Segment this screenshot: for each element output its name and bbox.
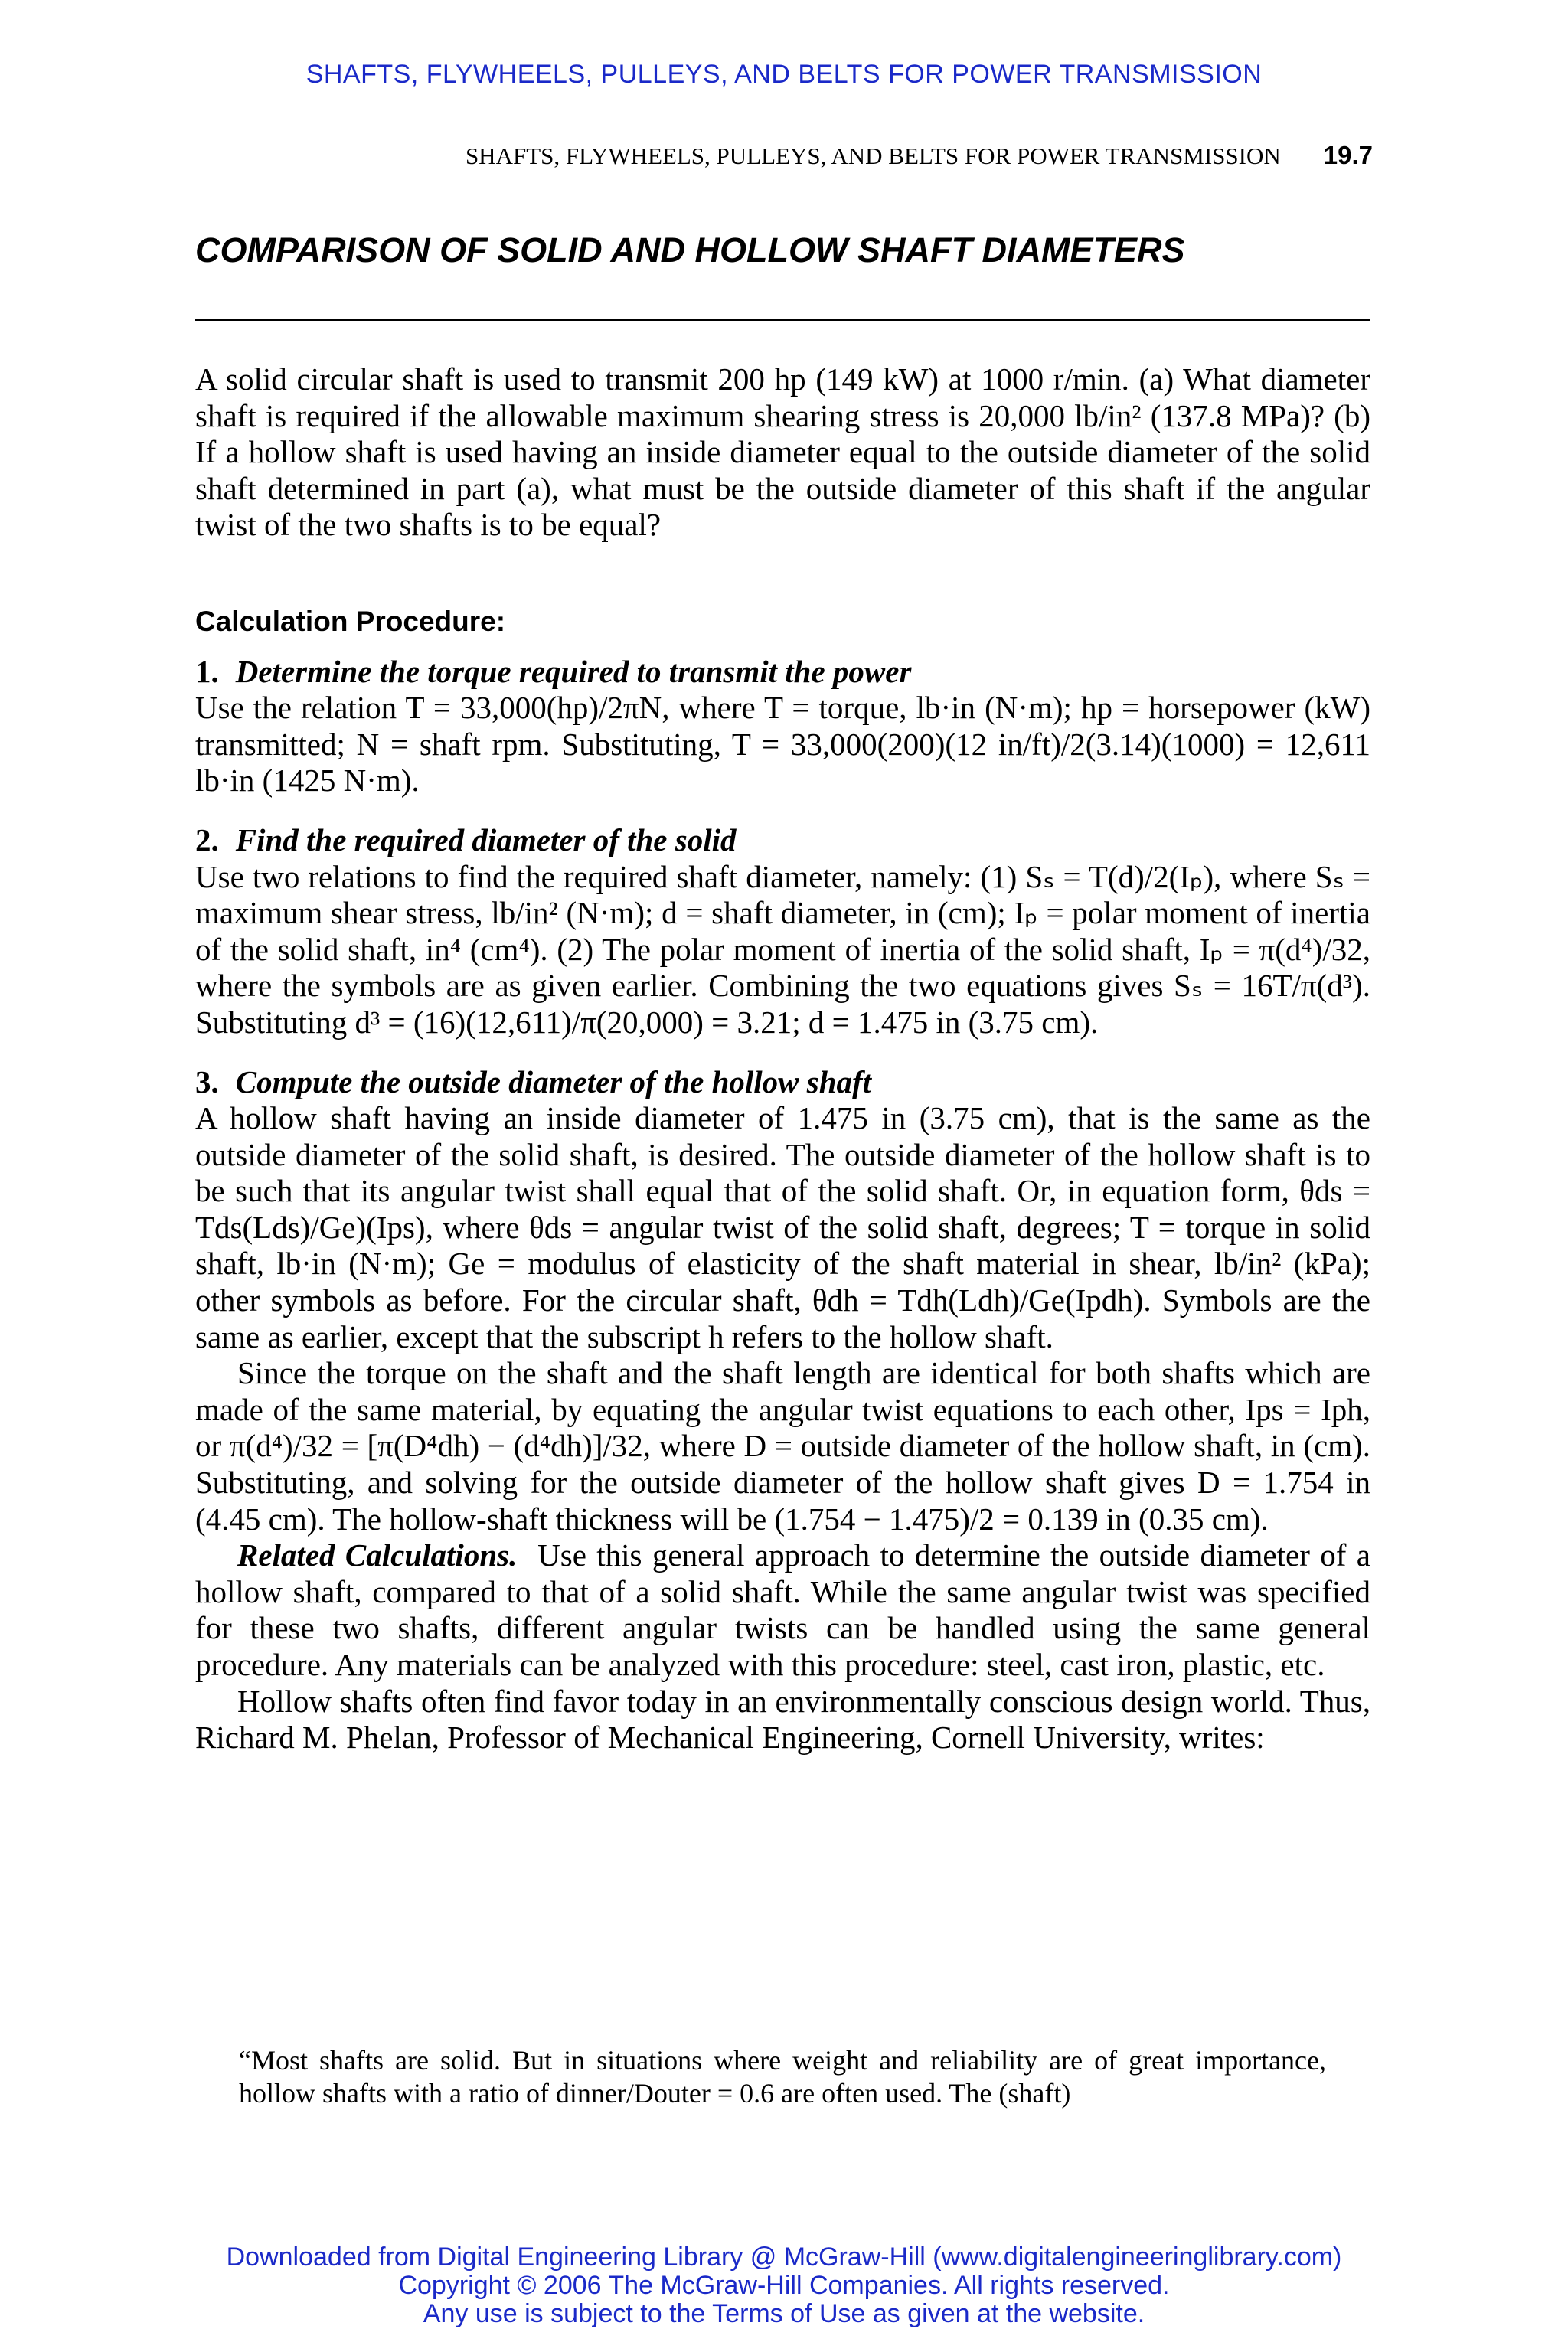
step-3-heading xyxy=(195,1064,1370,1101)
procedure-heading: Calculation Procedure: xyxy=(195,605,506,637)
torque-paragraph: Since the torque on the shaft and the shaft length are identical for both shafts which are made of the same material, by equating the angular twist equations to each other, Ips = Iph, or π(d⁴)/32 = [π(D⁴dh) − (d⁴dh)]/32, where D = outside diameter of the hollow shaft, in (cm). Substituting, and solving for the outside diameter of the hollow shaft gives D = 1.754 in (4.45 cm). The hollow-shaft thickness will be (1.754 − 1.475)/2 = 0.139 in (0.35 cm). xyxy=(195,1355,1370,1537)
step-2-text: Use two relations to find the required shaft diameter, namely: (1) Sₛ = T(d)/2(Iₚ), where Sₛ = maximum shear stress, lb/in² (N·m); d = shaft diameter, in (cm); Iₚ = polar moment of inertia of the solid shaft, in⁴ (cm⁴). (2) The polar moment of inertia of the solid shaft, Iₚ = π(d⁴)/32, where the symbols are as given earlier. Combining the two equations gives Sₛ = 16T/π(d³). Substituting d³ = (16)(12,611)/π(20,000) = 3.21; d = 1.475 in (3.75 cm). xyxy=(195,858,1370,1040)
problem-statement: A solid circular shaft is used to transmit 200 hp (149 kW) at 1000 r/min. (a) What diameter shaft is required if the allowable maximum shearing stress is 20,000 lb/in² (137.8 MPa)? (b) If a hollow shaft is used having an inside diameter equal to the outside diameter of the solid shaft determined in part (a), what must be the outside diameter of this shaft if the angular twist of the two shafts is to be equal? xyxy=(195,361,1370,543)
article-body xyxy=(195,361,1370,1756)
step-1-number: 1. xyxy=(195,653,219,689)
page-number: 19.7 xyxy=(1323,141,1373,169)
footer-terms: Any use is subject to the Terms of Use as given at the website. xyxy=(423,2299,1145,2328)
title-rule xyxy=(195,319,1370,321)
article-title: COMPARISON OF SOLID AND HOLLOW SHAFT DIAMETERS xyxy=(195,230,1185,270)
spacer xyxy=(195,640,1370,654)
step-3-text: A hollow shaft having an inside diameter of 1.475 in (3.75 cm), that is the same as the outside diameter of the solid shaft, is desired. The outside diameter of the hollow shaft is to be such that its angular twist shall equal that of the solid shaft. Or, in equation form, θds = Tds(Lds)/Ge)(Ips), where θds = angular twist of the solid shaft, degrees; T = torque in solid shaft, lb·in (N·m); Ge = modulus of elasticity of the shaft material in shear, lb/in² (kPa); other symbols as before. For the circular shaft, θdh = Tdh(Ldh)/Ge(Ipdh). Symbols are the same as earlier, except that the subscript h refers to the hollow shaft. xyxy=(195,1100,1370,1354)
hollow-shafts-paragraph: Hollow shafts often find favor today in an environmentally conscious design world. Thus, Richard M. Phelan, Professor of Mechanical Engineering, Cornell University, writes: xyxy=(195,1683,1370,1756)
related-text: Use this general approach to determine the outside diameter of a hollow shaft, compared to that of a solid shaft. While the same angular twist was specified for these two shafts, different angular twists can be handled using the same general procedure. Any materials can be analyzed with this procedure: steel, cast iron, plastic, etc. xyxy=(195,1537,1370,1682)
step-1-title: Determine the torque required to transmit the power xyxy=(235,653,912,689)
related-calculations-paragraph xyxy=(195,1537,1370,1683)
step-1-text: Use the relation T = 33,000(hp)/2πN, where T = torque, lb·in (N·m); hp = horsepower (kW) transmitted; N = shaft rpm. Substituting, T = 33,000(200)(12 in/ft)/2(3.14)(1000) = 12,611 lb·in (1425 N·m). xyxy=(195,690,1370,799)
step-3-title: Compute the outside diameter of the hollow shaft xyxy=(235,1063,872,1099)
footer-copyright: Copyright © 2006 The McGraw-Hill Companies. All rights reserved. xyxy=(398,2271,1170,2300)
banner-title: SHAFTS, FLYWHEELS, PULLEYS, AND BELTS FOR POWER TRANSMISSION xyxy=(305,60,1263,89)
quotation: “Most shafts are solid. But in situations where weight and reliability are of great importance, hollow shafts with a ratio of dinner/Douter = 0.6 are often used. The (shaft) xyxy=(239,2045,1326,2109)
running-header xyxy=(195,141,1373,170)
step-2-number: 2. xyxy=(195,822,219,858)
footer xyxy=(0,2243,1568,2328)
step-1-heading xyxy=(195,654,1370,691)
related-heading: Related Calculations. xyxy=(237,1537,518,1573)
running-title: SHAFTS, FLYWHEELS, PULLEYS, AND BELTS FOR POWER TRANSMISSION xyxy=(465,142,1281,169)
spacer xyxy=(195,1041,1370,1064)
step-3-number: 3. xyxy=(195,1063,219,1099)
step-2-heading xyxy=(195,822,1370,859)
step-2-title: Find the required diameter of the solid xyxy=(235,822,737,858)
spacer xyxy=(195,799,1370,822)
spacer xyxy=(195,544,1370,603)
footer-download-link[interactable]: Downloaded from Digital Engineering Library @ McGraw-Hill (www.digitalengineeringlibrary.com) xyxy=(226,2243,1342,2272)
